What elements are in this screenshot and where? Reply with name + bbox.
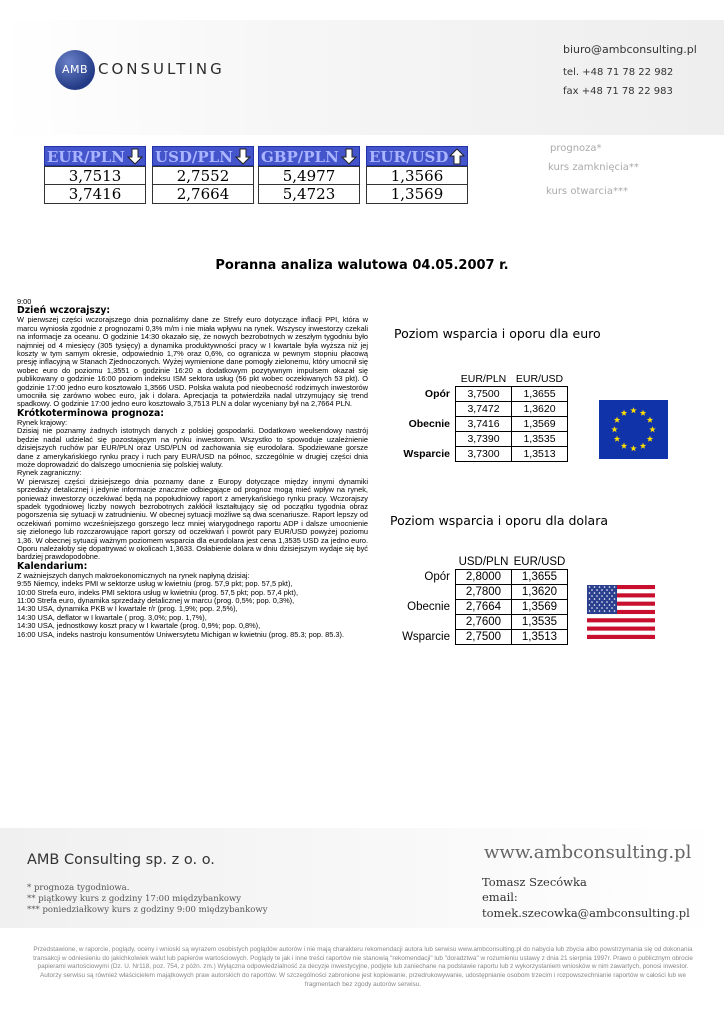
euro-levels-table bbox=[395, 372, 568, 462]
currency-open: 1,3569 bbox=[366, 185, 468, 204]
company-logo: AMB bbox=[55, 50, 95, 90]
level-value-b: 1,3655 bbox=[512, 387, 568, 402]
us-stripe bbox=[587, 614, 655, 618]
us-star bbox=[609, 610, 611, 612]
level-label bbox=[395, 432, 456, 447]
level-value-b: 1,3513 bbox=[512, 630, 568, 645]
us-star bbox=[606, 595, 608, 597]
level-row bbox=[395, 417, 568, 432]
us-star bbox=[609, 586, 611, 588]
euro-col1-header: EUR/PLN bbox=[460, 373, 507, 385]
us-star bbox=[609, 598, 611, 600]
calendar-item: 9:55 Niemcy, indeks PMI w sektorze usług w kwietniu (prog. 57,9 pkt; pop. 57,5 pkt), bbox=[17, 579, 293, 589]
currency-open: 2,7664 bbox=[152, 185, 254, 204]
calendar-item: 16:00 USA, indeks nastroju konsumentów Uniwersytetu Michigan w kwietniu (prog. 85.3; pop. 85.3). bbox=[17, 629, 344, 639]
level-value-a: 2,8000 bbox=[456, 570, 512, 585]
us-star bbox=[589, 610, 591, 612]
level-value-b: 1,3569 bbox=[512, 600, 568, 615]
level-value-a: 2,7500 bbox=[456, 630, 512, 645]
us-stripe bbox=[587, 618, 655, 622]
yesterday-text: W pierwszej części wczorajszego dnia poznaliśmy dane ze Strefy euro dotyczące inflacji PPI, która w marcu wyniosła zgodnie z prognozami 0,3% m/m i nie miała wpływu na rynek. Wszyscy inwestorzy czekali na informacje za oceanu. O godzinie 14:30 okazało się, że nowych bezrobotnych w zeszłym tygodniu było najmniej od 4 miesięcy (305 tysięcy) a dynamika produktywności pracy w I kwartale była wyższa niż jej koszty w tym samym okresie, odpowiednio 1,7% oraz 0,6%, co ogranicza w pewnym stopniu płacową presję inflacyjną w Stanach Zjednoczonych. Wyżej wymienione dane pomogły zielonemu, który umocnił się wobec euro do poziomu 1,3551 o godzinie 16:20 a dodatkowym pozytywnym impulsem okazał się publikowany o godzinie 16:00 poziom indeksu ISM sektora usług (56 pkt wobec oczekiwanych 53 pkt). O godzinie 17:00 jedno euro kosztowało 1,3566 USD. Polska waluta pod nieobecność rodzimych inwestorów umocniła się zarówno wobec euro, jak i dolara. Aprecjacja ta potwierdziła nadal utrzymujący się trend spadkowy. O godzinie 17:00 jedno euro kosztowało 3,7513 PLN a dolar wyceniany był na 2,7664 PLN. bbox=[17, 315, 368, 409]
us-stripe bbox=[587, 627, 655, 631]
us-star bbox=[609, 604, 611, 606]
level-value-b: 1,3535 bbox=[512, 615, 568, 630]
level-label bbox=[395, 615, 456, 630]
us-star bbox=[611, 601, 613, 603]
us-star bbox=[606, 589, 608, 591]
level-row bbox=[395, 615, 568, 630]
level-value-b: 1,3513 bbox=[512, 447, 568, 462]
yesterday-heading: Dzień wczorajszy: bbox=[17, 305, 111, 317]
logo-text: CONSULTING bbox=[98, 60, 225, 78]
us-star bbox=[594, 592, 596, 594]
us-stripe bbox=[587, 622, 655, 626]
level-value-a: 3,7500 bbox=[456, 387, 512, 402]
arrow-up-icon bbox=[449, 148, 465, 165]
currency-box bbox=[258, 146, 360, 204]
domestic-text: Dzisiaj nie poznamy żadnych istotnych danych z polskiej gospodarki. Dodatkowo weekendowy nastrój będzie nadal udzielać się pozostającym na rynku inwestorom. Wszystko to spowoduje uzależnienie dzisiejszych ruchów par EUR/PLN oraz USD/PLN od zachowania się eurodolara. Spodziewane gorsze dane z amerykańskiego rynku pracy i ruch pary EUR/USD na północ, szczególnie w drugiej części dnia może doprowadzić do dalszego umocnienia się polskiej waluty. bbox=[17, 426, 368, 469]
footer-note-1: * prognoza tygodniowa. bbox=[27, 883, 130, 893]
footer-note-2: ** piątkowy kurs z godziny 17:00 międzybankowy bbox=[27, 894, 242, 904]
us-star bbox=[599, 586, 601, 588]
level-row bbox=[395, 447, 568, 462]
us-star bbox=[589, 586, 591, 588]
contact-tel: tel. +48 71 78 22 982 bbox=[563, 67, 674, 78]
currency-pair-header bbox=[152, 146, 254, 166]
currency-pair: USD/PLN bbox=[155, 148, 233, 166]
calendar-heading: Kalendarium: bbox=[17, 560, 88, 572]
us-star bbox=[596, 589, 598, 591]
us-star bbox=[599, 592, 601, 594]
footer-email[interactable]: tomek.szecowka@ambconsulting.pl bbox=[482, 906, 690, 920]
currency-pair-header bbox=[258, 146, 360, 166]
level-value-a: 3,7416 bbox=[456, 417, 512, 432]
analysis-time: 9:00 bbox=[17, 297, 32, 306]
legend-forecast: prognoza* bbox=[550, 143, 602, 154]
currency-pair: EUR/USD bbox=[369, 148, 449, 166]
level-value-a: 2,7664 bbox=[456, 600, 512, 615]
us-star bbox=[591, 595, 593, 597]
calendar-item: 14:30 USA, deflator w I kwartale ( prog. 3,0%; pop. 1,7%), bbox=[17, 612, 207, 622]
us-star bbox=[594, 604, 596, 606]
level-value-a: 2,7800 bbox=[456, 585, 512, 600]
currency-pair: EUR/PLN bbox=[47, 148, 125, 166]
level-row bbox=[395, 600, 568, 615]
us-star bbox=[589, 604, 591, 606]
us-stripe bbox=[587, 635, 655, 639]
level-row bbox=[395, 402, 568, 417]
footer-email-label: email: bbox=[482, 890, 518, 904]
us-star bbox=[604, 586, 606, 588]
level-row bbox=[395, 570, 568, 585]
us-star bbox=[596, 607, 598, 609]
level-label: Wsparcie bbox=[402, 631, 450, 643]
us-star bbox=[611, 595, 613, 597]
us-star bbox=[601, 589, 603, 591]
us-star bbox=[604, 598, 606, 600]
us-star bbox=[599, 610, 601, 612]
calendar-item: 11:00 Strefa euro, dynamika sprzedaży detalicznej w marcu (prog. 0,5%; pop. 0,3%), bbox=[17, 596, 295, 605]
level-label: Opór bbox=[424, 571, 450, 583]
us-star bbox=[596, 601, 598, 603]
us-star bbox=[614, 598, 616, 600]
us-star bbox=[614, 604, 616, 606]
forecast-heading: Krótkoterminowa prognoza: bbox=[17, 407, 164, 419]
level-value-b: 1,3655 bbox=[512, 570, 568, 585]
currency-close: 1,3566 bbox=[366, 166, 468, 185]
domestic-label: Rynek krajowy: bbox=[17, 417, 68, 427]
us-star bbox=[614, 586, 616, 588]
footer-note-3: *** poniedziałkowy kurs z godziny 9:00 międzybankowy bbox=[27, 905, 268, 915]
us-star bbox=[611, 589, 613, 591]
us-star bbox=[589, 598, 591, 600]
us-star bbox=[614, 592, 616, 594]
footer-website[interactable]: www.ambconsulting.pl bbox=[484, 842, 692, 863]
calendar-item: 14:30 USA, jednostkowy koszt pracy w I kwartale (prog. 0,9%; pop. 0,8%), bbox=[17, 621, 261, 631]
currency-close: 3,7513 bbox=[44, 166, 146, 185]
calendar-intro: Z ważniejszych danych makroekonomicznych na rynek napłyną dzisiaj: bbox=[17, 570, 250, 580]
eu-flag bbox=[599, 400, 668, 459]
level-value-a: 3,7300 bbox=[456, 447, 512, 462]
us-star bbox=[599, 598, 601, 600]
us-flag bbox=[587, 585, 655, 639]
currency-pair: GBP/PLN bbox=[261, 148, 339, 166]
us-star bbox=[611, 607, 613, 609]
level-label bbox=[395, 585, 456, 600]
footer-person: Tomasz Szecówka bbox=[482, 875, 587, 889]
calendar-list bbox=[17, 580, 368, 639]
us-star bbox=[614, 610, 616, 612]
us-star bbox=[601, 601, 603, 603]
level-row bbox=[395, 387, 568, 402]
euro-levels-title: Poziom wsparcia i oporu dla euro bbox=[394, 326, 601, 341]
calendar-item: 10:00 Strefa euro, indeks PMI sektora usług w kwietniu (prog. 57,5 pkt; pop. 57,4 pkt), bbox=[17, 587, 298, 597]
us-star bbox=[609, 592, 611, 594]
level-label bbox=[395, 402, 456, 417]
calendar-item: 14:30 USA, dynamika PKB w I kwartale r/r (prog. 1,9%; pop. 2,5%), bbox=[17, 604, 238, 614]
us-star bbox=[594, 610, 596, 612]
level-row bbox=[395, 585, 568, 600]
footer-company: AMB Consulting sp. z o. o. bbox=[27, 852, 215, 868]
level-row bbox=[395, 630, 568, 645]
currency-open: 5,4723 bbox=[258, 185, 360, 204]
level-value-b: 1,3620 bbox=[512, 402, 568, 417]
us-star bbox=[604, 604, 606, 606]
us-star bbox=[594, 598, 596, 600]
us-star bbox=[591, 601, 593, 603]
currency-box bbox=[44, 146, 146, 204]
page-title: Poranna analiza walutowa 04.05.2007 r. bbox=[215, 258, 509, 273]
legend-open: kurs otwarcia*** bbox=[546, 186, 628, 197]
arrow-down-icon bbox=[127, 148, 143, 165]
us-star bbox=[604, 610, 606, 612]
us-star bbox=[599, 604, 601, 606]
foreign-label: Rynek zagraniczny: bbox=[17, 468, 82, 478]
level-value-b: 1,3620 bbox=[512, 585, 568, 600]
currency-close: 2,7552 bbox=[152, 166, 254, 185]
level-label: Wsparcie bbox=[403, 448, 450, 460]
disclaimer: Przedstawione, w raporcie, poglądy, oceny i wnioski są wyrazem osobistych poglądów autorów i nie mają charakteru rekomendacji autora lub serwisu www.ambconsulting.pl do nabycia lub zbycia albo powstrzymania się od dokonania transakcji w odniesieniu do jakichkolwiek walut lub papierów wartościowych. Poglądy te jak i inne treści raportów nie stanowią "rekomendacji" lub "doradztwa" w rozumieniu ustawy z dnia 21 sierpnia 1997r. Prawo o publicznym obrocie papierami wartościowymi (Dz. U. Nr118, poz. 754, z późn. zm.) Wyłączna odpowiedzialność za decyzje inwestycyjne, podjęte lub zaniechane na podstawie raportu lub z wykorzystaniem wniosków w nim zawartych, ponosi inwestor. Autorzy serwisu są również właścicielem majątkowych praw autorskich do raportów. W szczególności zabronione jest kopiowanie, przedrukowywanie, udostępnianie osobom trzecim i rozpowszechnianie raportów w całości lub we fragmentach bez zgody autorów serwisu. bbox=[33, 946, 693, 988]
currency-open: 3,7416 bbox=[44, 185, 146, 204]
level-label: Opór bbox=[424, 388, 450, 400]
dollar-levels-title: Poziom wsparcia i oporu dla dolara bbox=[390, 513, 609, 528]
foreign-text: W pierwszej części dzisiejszego dnia poznamy dane z Europy dotyczące między innymi dynamiki sprzedaży detalicznej i jedynie informacje znacznie odbiegające od prognoz mogą mieć wpływ na rynek, ponieważ inwestorzy oczekiwać będą na popołudniowy raport z amerykańskiego rynku pracy. Wczorajszy spadek tygodniowej liczby nowych bezrobotnych zakłócił kształtujący się od początku tygodnia obraz pogorszenia się sytuacji w zatrudnieniu. W obecnej sytuacji możliwe są dwa scenariusze. Raport lepszy od oczekiwań pomimo wcześniejszego gorszego lecz mniej wiarygodnego raportu ADP i dalsze umocnienie się zielonego lub rozczarowujące raport gorszy od oczekiwań i powrót pary EUR/USD powyżej poziomu 1,36. W obecnej sytuacji ważnym poziomem wsparcia dla eurodolara jest cena 1,3535 USD za jedno euro. Oporu należałoby się dopatrywać w okolicach 1,3633. Osłabienie dolara w dniu dzisiejszym wydaje się być bardziej prawdopodobne. bbox=[17, 476, 368, 562]
us-star bbox=[601, 595, 603, 597]
currency-close: 5,4977 bbox=[258, 166, 360, 185]
us-stripe bbox=[587, 631, 655, 635]
dollar-col2-header: EUR/USD bbox=[513, 556, 566, 568]
level-value-b: 1,3535 bbox=[512, 432, 568, 447]
level-row bbox=[395, 432, 568, 447]
currency-box bbox=[152, 146, 254, 204]
us-star bbox=[606, 607, 608, 609]
level-label: Obecnie bbox=[407, 601, 450, 613]
dollar-col1-header: USD/PLN bbox=[458, 556, 509, 568]
level-value-a: 3,7472 bbox=[456, 402, 512, 417]
arrow-down-icon bbox=[235, 148, 251, 165]
dollar-levels-table bbox=[395, 555, 568, 645]
us-star bbox=[594, 586, 596, 588]
arrow-down-icon bbox=[341, 148, 357, 165]
euro-col2-header: EUR/USD bbox=[515, 373, 564, 385]
us-star bbox=[591, 589, 593, 591]
us-star bbox=[589, 592, 591, 594]
us-star bbox=[604, 592, 606, 594]
us-star bbox=[601, 607, 603, 609]
legend-close: kurs zamknięcia** bbox=[548, 162, 639, 173]
us-star bbox=[596, 595, 598, 597]
analysis-column bbox=[17, 298, 368, 639]
currency-pair-header bbox=[366, 146, 468, 166]
level-label: Obecnie bbox=[408, 418, 450, 430]
contact-email[interactable]: biuro@ambconsulting.pl bbox=[563, 43, 697, 56]
level-value-b: 1,3569 bbox=[512, 417, 568, 432]
us-star bbox=[591, 607, 593, 609]
currency-pair-header bbox=[44, 146, 146, 166]
contact-fax: fax +48 71 78 22 983 bbox=[563, 86, 673, 97]
level-value-a: 3,7390 bbox=[456, 432, 512, 447]
us-star bbox=[606, 601, 608, 603]
currency-box bbox=[366, 146, 468, 204]
level-value-a: 2,7600 bbox=[456, 615, 512, 630]
